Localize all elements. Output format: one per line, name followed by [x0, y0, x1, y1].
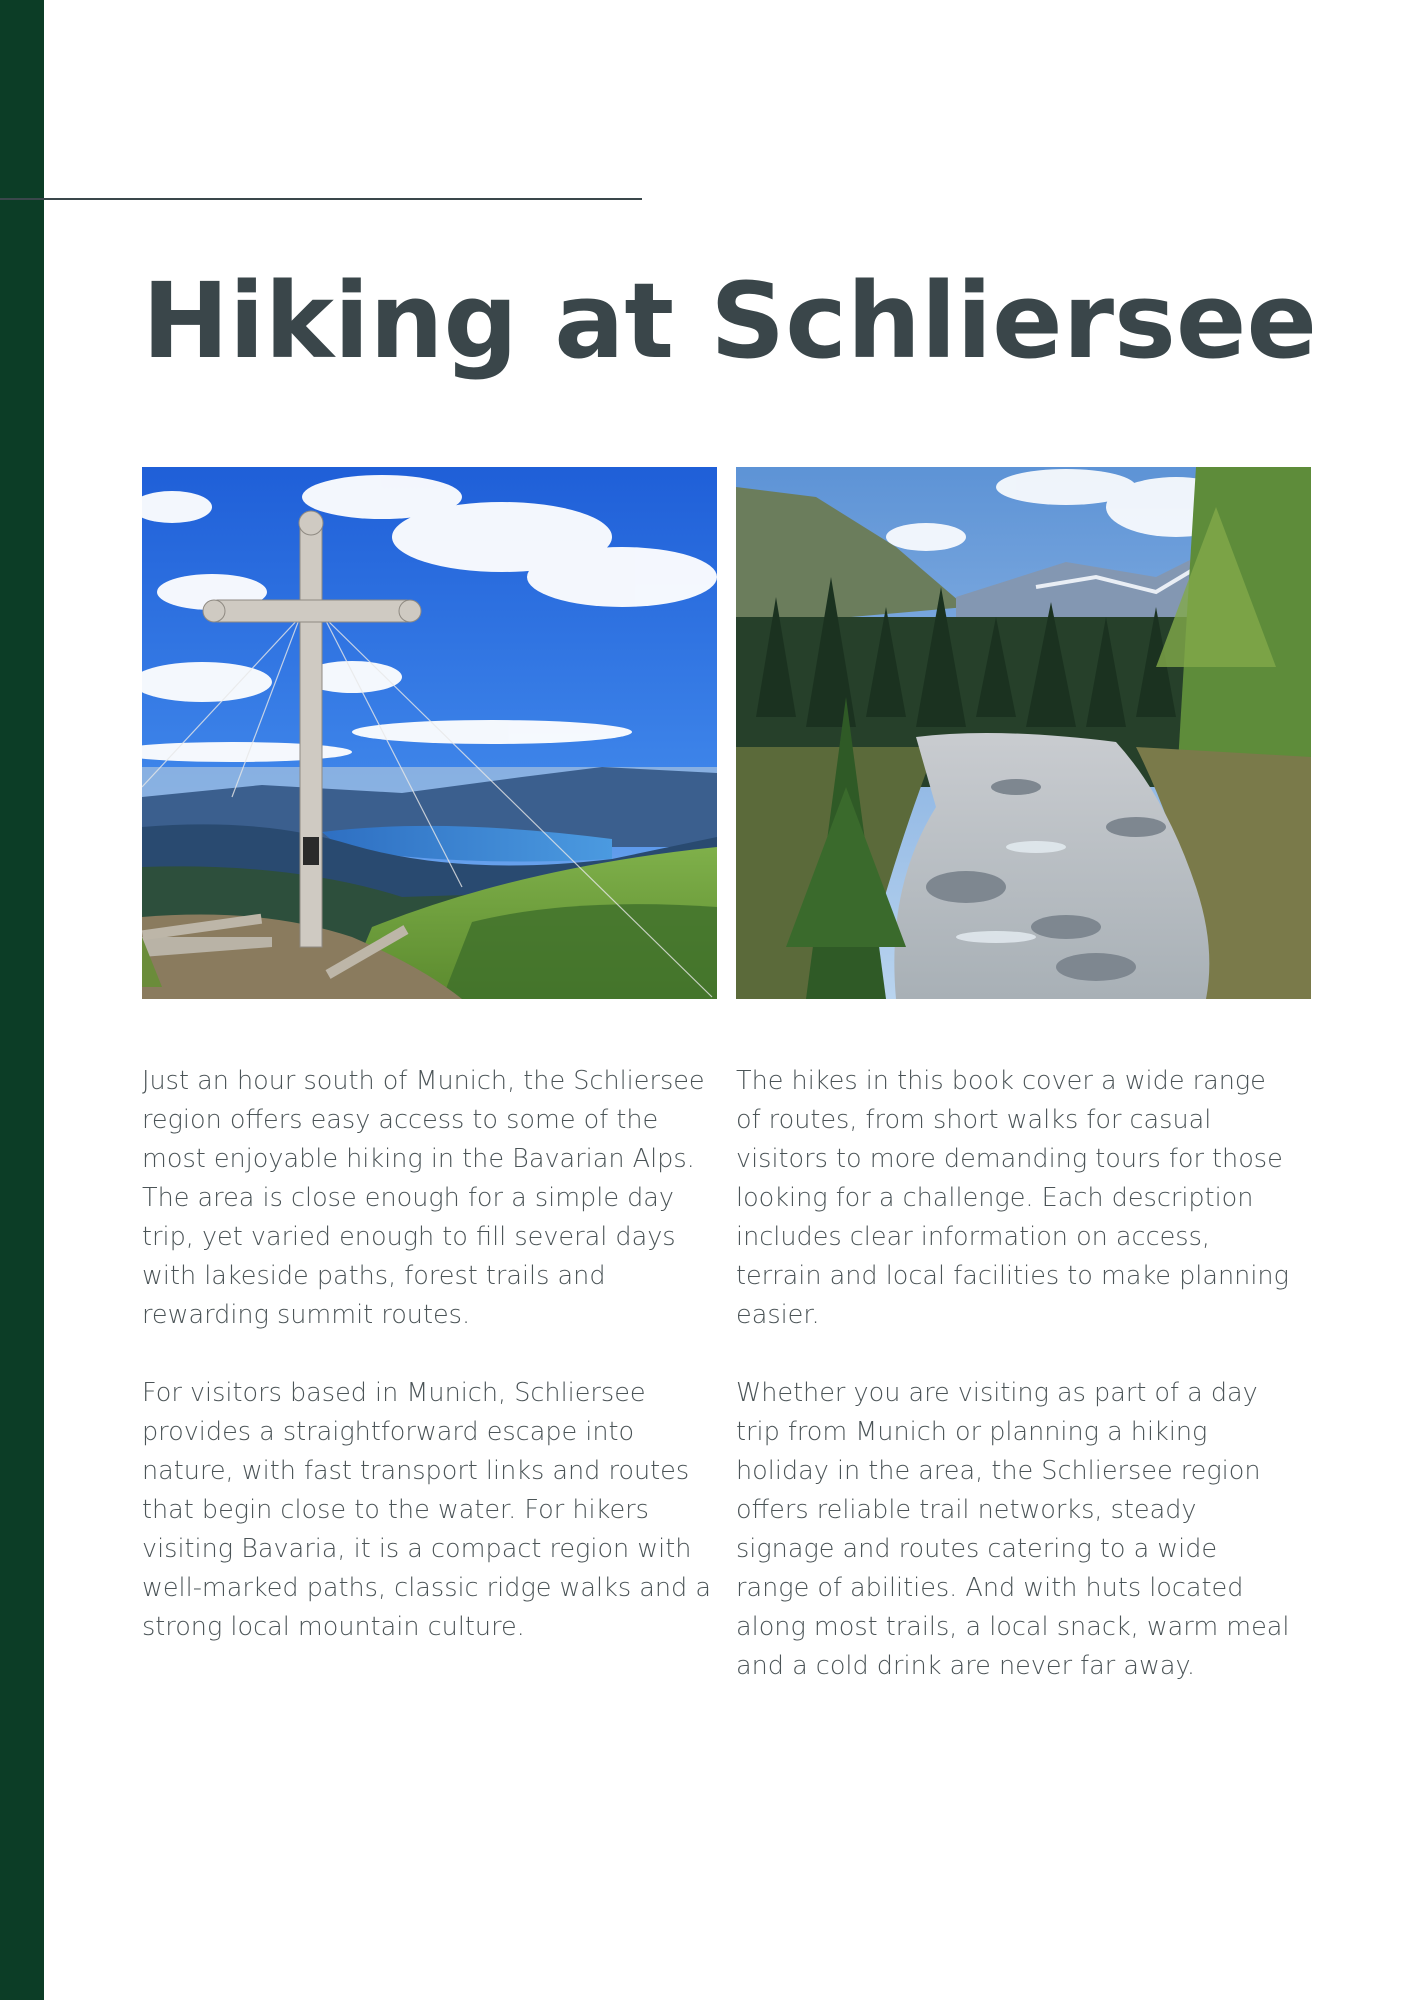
page-title: Hiking at Schliersee	[142, 260, 1317, 382]
header-rule	[0, 198, 388, 200]
paragraph: Whether you are visiting as part of a day trip from Munich or planning a hiking holiday in the area, the Schliersee region offers reliable trail networks, steady signage and routes catering to a wide range of abilities. And with huts located along most trails, a local snack, warm meal and a cold drink are never far away.	[736, 1378, 1290, 1681]
summit-cross-photo	[142, 467, 717, 999]
paragraph: The hikes in this book cover a wide range of routes, from short walks for casual visitors to more demanding tours for those looking for a challenge. Each description includes clear information on access, terrain and local facilities to make planning easier.	[736, 1066, 1289, 1330]
sidebar-accent-bar	[0, 0, 44, 2000]
text-column-right	[736, 1062, 1296, 1725]
paragraph: Just an hour south of Munich, the Schliersee region offers easy access to some of the most enjoyable hiking in the Bavarian Alps. The area is close enough for a simple day trip, yet varied enough to fill several days with lakeside paths, forest trails and rewarding summit routes.	[142, 1066, 705, 1330]
mountain-stream-photo	[736, 467, 1311, 999]
text-column-left	[142, 1062, 712, 1686]
paragraph: For visitors based in Munich, Schliersee provides a straightforward escape into nature, with fast transport links and routes that begin close to the water. For hikers visiting Bavaria, it is a compact region with well-marked paths, classic ridge walks and a strong local mountain culture.	[142, 1378, 711, 1642]
header-rule-extension	[388, 198, 642, 200]
